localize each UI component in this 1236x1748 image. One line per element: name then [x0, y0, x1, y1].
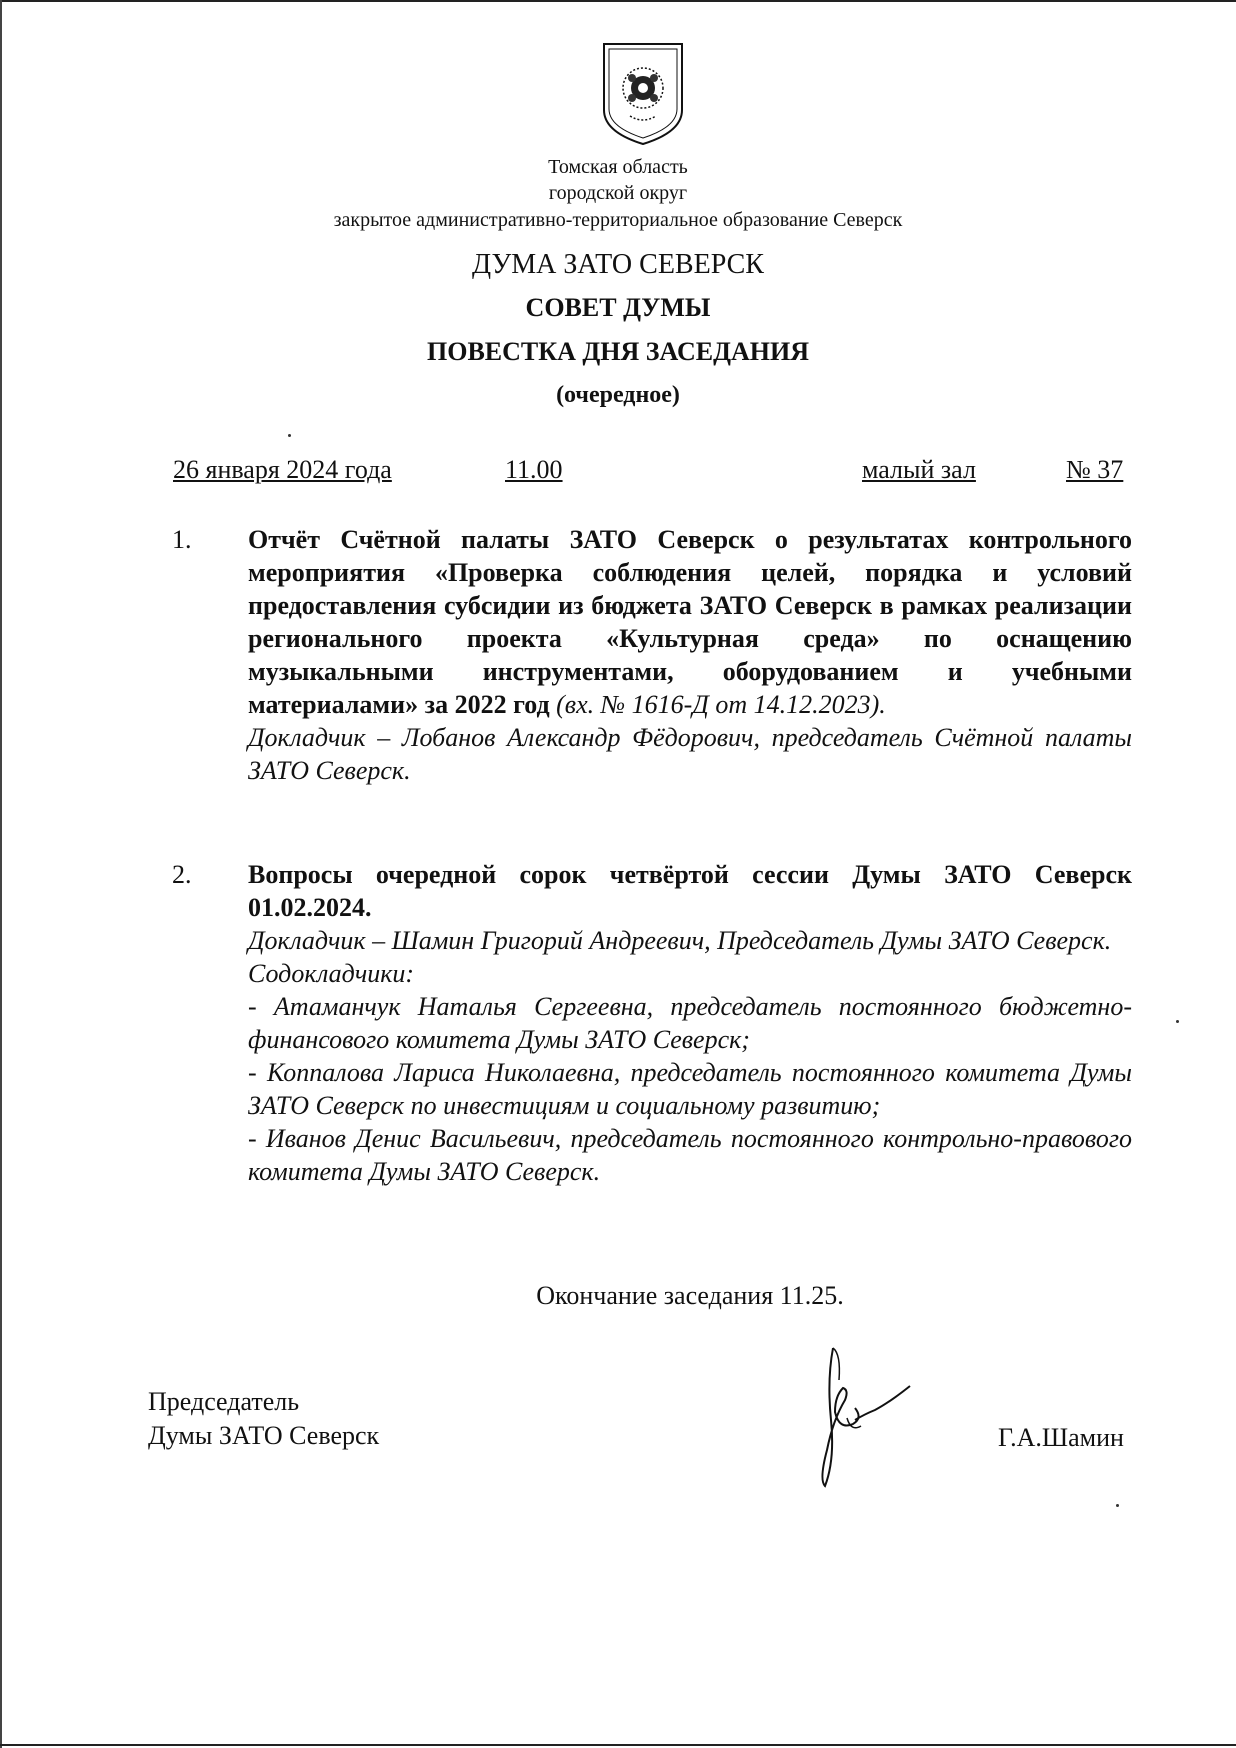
item-2-speaker: Докладчик – Шамин Григорий Андреевич, Председатель Думы ЗАТО Северск.	[248, 926, 1112, 955]
header-okrug: городской округ	[548, 182, 688, 204]
signature-title-line-2: Думы ЗАТО Северск	[148, 1421, 380, 1450]
scan-border-bottom	[0, 1744, 1236, 1746]
item-2-number: 2.	[172, 860, 192, 889]
meeting-type: (очередное)	[556, 382, 680, 408]
scan-speck	[1116, 1504, 1119, 1507]
header-sovet: СОВЕТ ДУМЫ	[525, 293, 711, 322]
agenda-item-1	[248, 523, 1132, 787]
header-duma: ДУМА ЗАТО СЕВЕРСК	[472, 249, 764, 280]
item-1-number: 1.	[172, 525, 192, 554]
header-zato: закрытое административно-территориальное образование Северск	[333, 209, 903, 231]
item-2-co-speaker-3: - Иванов Денис Васильевич, председатель постоянного контрольно-правового комитета Думы ЗАТО Северск.	[248, 1124, 1132, 1186]
scan-border-top	[0, 0, 1236, 2]
item-1-title: Отчёт Счётной палаты ЗАТО Северск о результатах контрольного мероприятия «Проверка соблюдения целей, порядка и условий предоставления субсидии из бюджета ЗАТО Северск в рамках реализации регионального проекта «Культурная среда» по оснащению музыкальными инструментами, оборудованием и учебными материалами» за 2022 год	[248, 525, 1132, 719]
signature-title-line-1: Председатель	[148, 1387, 300, 1416]
item-2-title: Вопросы очередной сорок четвёртой сессии Думы ЗАТО Северск 01.02.2024.	[248, 860, 1132, 922]
scan-speck	[1176, 1020, 1179, 1023]
meeting-number: № 37	[1066, 455, 1124, 484]
meeting-date: 26 января 2024 года	[173, 455, 392, 484]
item-1-speaker: Докладчик – Лобанов Александр Фёдорович, председатель Счётной палаты ЗАТО Северск.	[248, 723, 1132, 785]
scan-speck	[288, 434, 291, 437]
agenda-item-2	[248, 858, 1132, 1188]
header-region: Томская область	[548, 156, 688, 178]
item-2-co-speaker-2: - Коппалова Лариса Николаевна, председатель постоянного комитета Думы ЗАТО Северск по инвестициям и социальному развитию;	[248, 1058, 1132, 1120]
meeting-time: 11.00	[505, 455, 563, 484]
item-2-co-speaker-1: - Атаманчук Наталья Сергеевна, председатель постоянного бюджетно-финансового комитета Думы ЗАТО Северск;	[248, 992, 1132, 1054]
coat-of-arms-icon	[600, 40, 686, 146]
item-2-co-speakers-label: Содокладчики:	[248, 959, 415, 988]
meeting-ending: Окончание заседания 11.25.	[536, 1281, 844, 1310]
signature-name: Г.А.Шамин	[998, 1423, 1124, 1452]
item-1-ref: (вх. № 1616-Д от 14.12.2023).	[556, 690, 886, 719]
handwritten-signature	[805, 1340, 915, 1490]
agenda-title: ПОВЕСТКА ДНЯ ЗАСЕДАНИЯ	[427, 337, 809, 366]
meeting-room: малый зал	[862, 455, 976, 484]
